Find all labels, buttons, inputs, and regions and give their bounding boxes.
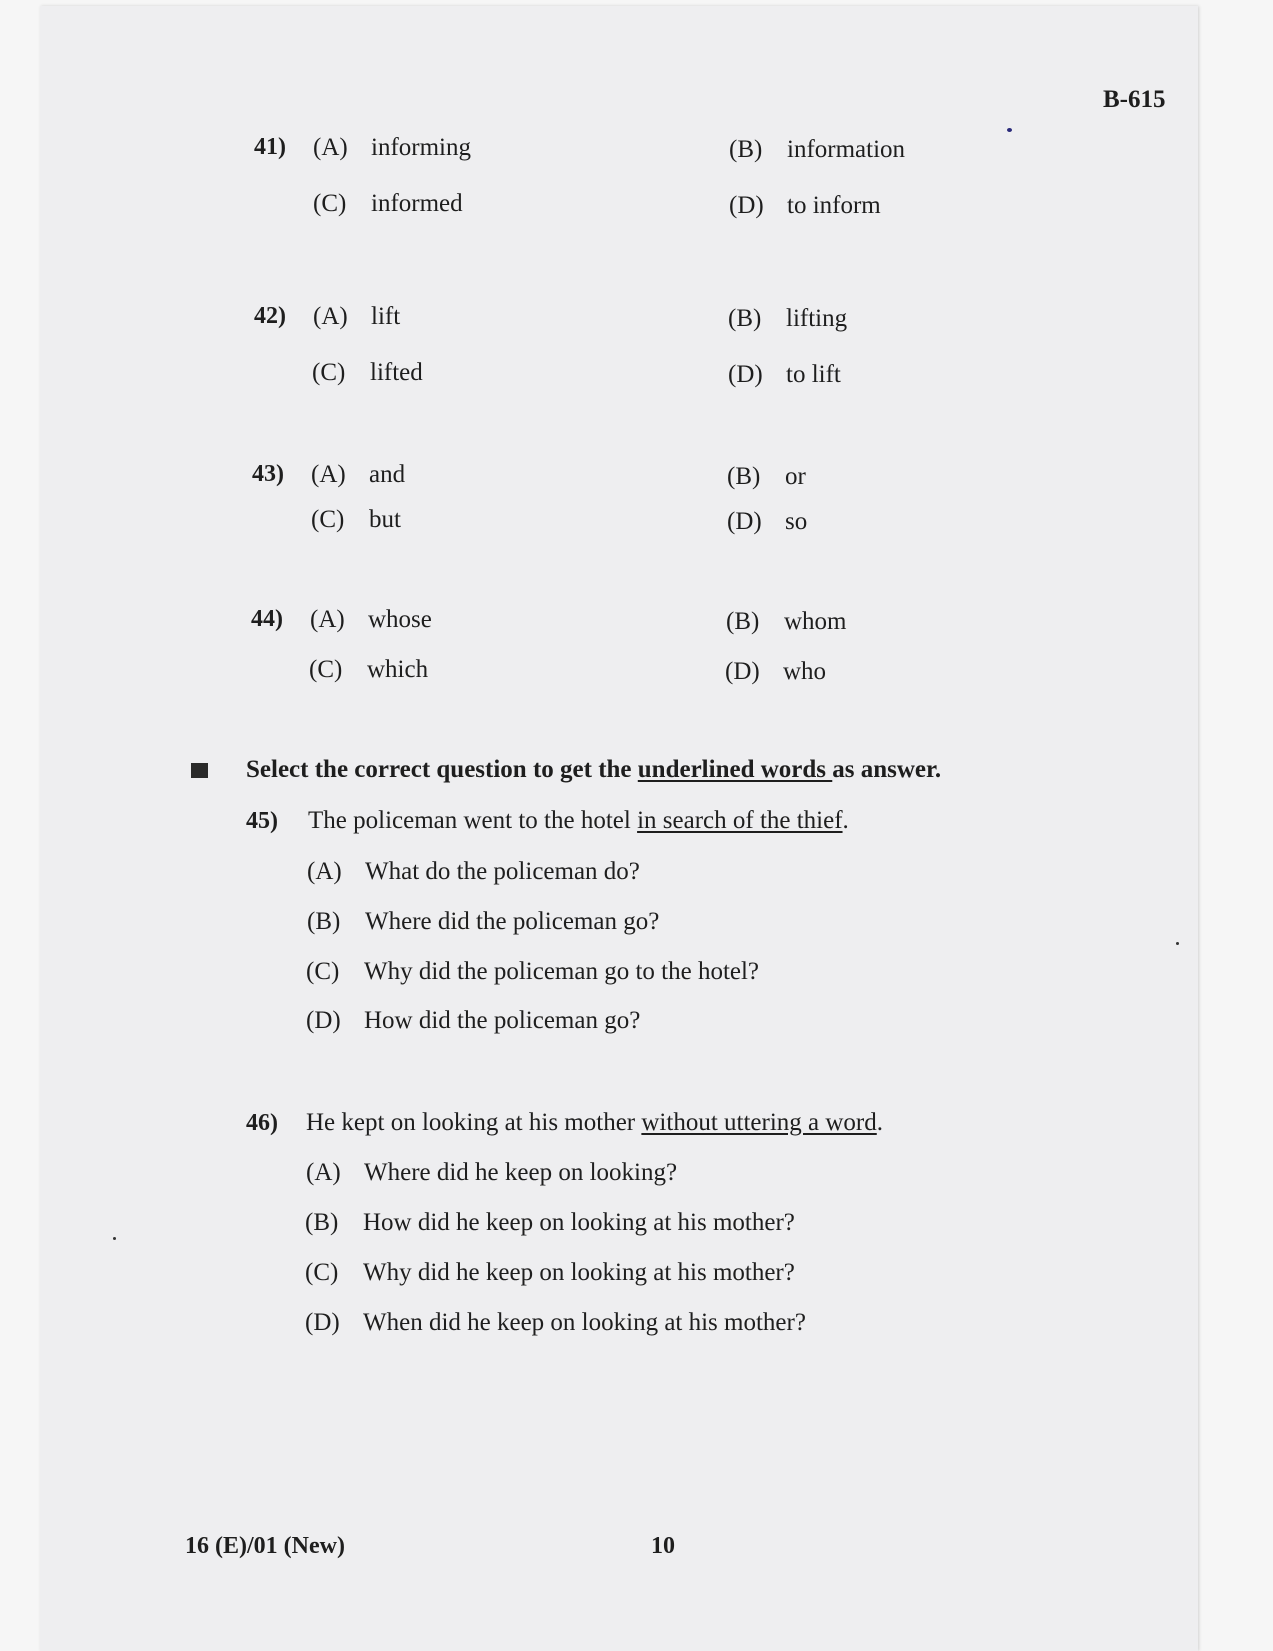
option-c: (C) lifted bbox=[312, 359, 423, 386]
option-b: (B) whom bbox=[726, 608, 847, 635]
question-number: 41) bbox=[254, 134, 286, 160]
question-number: 43) bbox=[252, 461, 284, 487]
square-bullet-icon bbox=[191, 763, 208, 778]
option-c: (C) informed bbox=[313, 190, 463, 217]
option-d: (D) How did the policeman go? bbox=[306, 1007, 641, 1034]
option-c: (C) Why did he keep on looking at his mother? bbox=[305, 1259, 795, 1286]
ink-speck bbox=[1176, 942, 1179, 945]
option-d: (D) to lift bbox=[728, 361, 841, 388]
ink-speck bbox=[1007, 128, 1012, 132]
option-d: (D) When did he keep on looking at his mother? bbox=[305, 1309, 806, 1336]
section-instruction: Select the correct question to get the underlined words as answer. bbox=[246, 756, 942, 783]
option-a: (A) whose bbox=[310, 606, 432, 633]
option-b: (B) Where did the policeman go? bbox=[307, 908, 660, 935]
option-c: (C) which bbox=[309, 656, 429, 683]
option-b: (B) lifting bbox=[728, 305, 848, 332]
option-c: (C) Why did the policeman go to the hotel? bbox=[306, 958, 760, 985]
option-b: (B) information bbox=[729, 136, 906, 163]
option-a: (A) and bbox=[311, 461, 406, 488]
question-number: 44) bbox=[251, 606, 283, 632]
option-b: (B) or bbox=[727, 463, 806, 490]
page-number: 10 bbox=[651, 1533, 675, 1559]
option-d: (D) so bbox=[727, 508, 808, 535]
option-c: (C) but bbox=[311, 506, 401, 533]
option-d: (D) who bbox=[725, 658, 827, 685]
option-a: (A) informing bbox=[313, 134, 471, 161]
ink-speck bbox=[113, 1237, 116, 1240]
paper-code: B-615 bbox=[1103, 86, 1166, 113]
option-b: (B) How did he keep on looking at his mother? bbox=[305, 1209, 795, 1236]
footer-paper-code: 16 (E)/01 (New) bbox=[185, 1533, 345, 1559]
question-number: 42) bbox=[254, 303, 286, 329]
option-a: (A) Where did he keep on looking? bbox=[306, 1159, 678, 1186]
question-number: 45) bbox=[246, 808, 278, 834]
option-a: (A) lift bbox=[313, 303, 401, 330]
option-d: (D) to inform bbox=[729, 192, 881, 219]
question-number: 46) bbox=[246, 1110, 278, 1136]
question-text: He kept on looking at his mother without uttering a word. bbox=[306, 1109, 884, 1136]
option-a: (A) What do the policeman do? bbox=[307, 858, 640, 885]
question-text: The policeman went to the hotel in search of the thief. bbox=[308, 807, 849, 834]
